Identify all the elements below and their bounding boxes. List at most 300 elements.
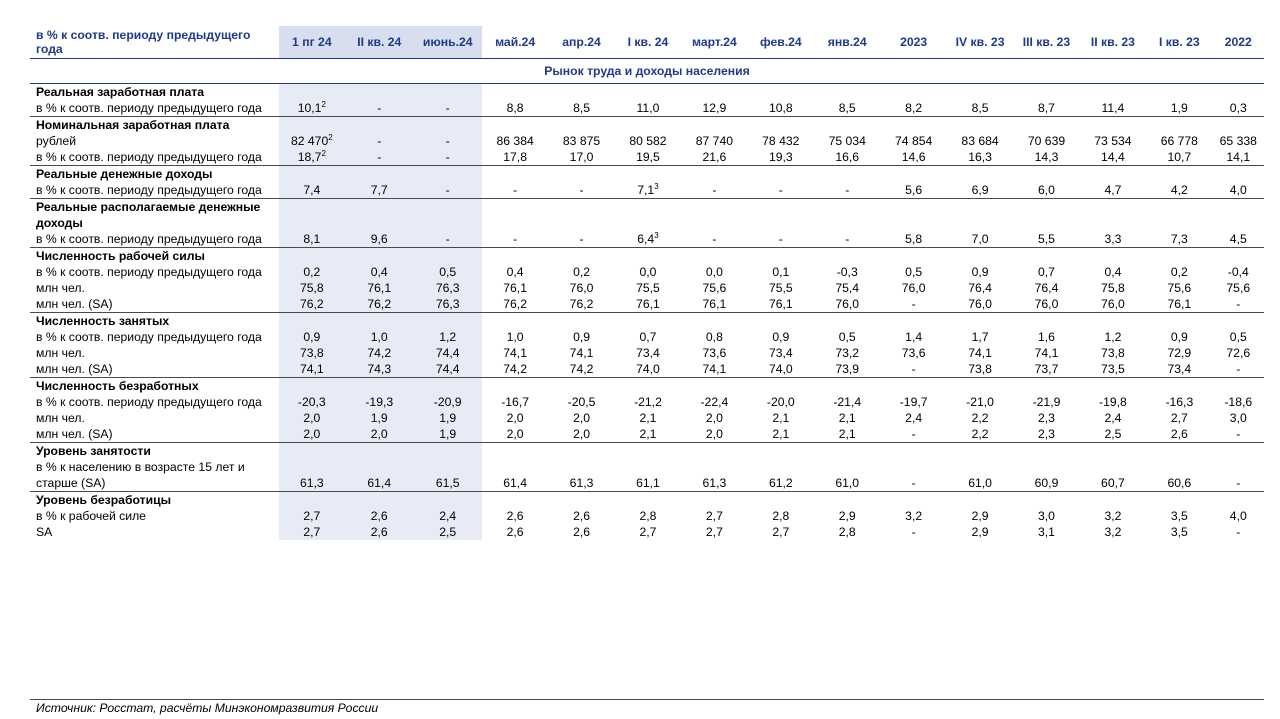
value-cell (748, 443, 814, 460)
cell-value: 73,6 (901, 346, 926, 360)
cell-value: 16,3 (968, 150, 992, 164)
cell-value: 2,7 (705, 509, 723, 523)
value-cell (1013, 248, 1079, 265)
cell-value: 76,4 (968, 281, 992, 295)
row-label: в % к соотв. периоду предыдущего года (36, 183, 262, 197)
value-cell (615, 443, 681, 460)
cell-value: 4,0 (1229, 509, 1247, 523)
cell-value: - (911, 297, 916, 311)
value-cell (615, 508, 681, 524)
cell-value: 0,5 (1229, 330, 1247, 344)
value-cell (1013, 378, 1079, 395)
table-bottom-rule (30, 699, 1264, 700)
value-cell (880, 313, 946, 330)
value-cell (947, 410, 1013, 426)
value-cell (548, 199, 614, 232)
cell-value: 75,6 (1167, 281, 1192, 295)
value-cell (947, 329, 1013, 345)
cell-value: - (445, 101, 450, 115)
value-cell (814, 313, 880, 330)
value-cell (548, 264, 614, 280)
value-cell (748, 199, 814, 232)
value-cell (947, 459, 1013, 492)
cell-value: 0,9 (772, 330, 790, 344)
value-cell (548, 345, 614, 361)
value-cell (1080, 410, 1146, 426)
value-cell (947, 199, 1013, 232)
value-cell (880, 248, 946, 265)
cell-value: 73,7 (1034, 362, 1059, 376)
cell-value: 76,0 (1034, 297, 1059, 311)
group-label: Реальные располагаемые денежные доходы (30, 199, 279, 232)
value-cell (681, 264, 747, 280)
row-label: млн чел. (SA) (36, 362, 113, 376)
value-cell (880, 426, 946, 443)
cell-value: 0,5 (905, 265, 923, 279)
value-cell (548, 280, 614, 296)
value-cell (748, 459, 814, 492)
value-cell (1013, 394, 1079, 410)
value-cell (279, 133, 345, 149)
group-header-row (30, 166, 1264, 183)
value-cell (548, 329, 614, 345)
value-cell (548, 133, 614, 149)
value-cell (615, 329, 681, 345)
cell-value: - (778, 232, 783, 246)
value-cell (748, 345, 814, 361)
row-label: млн чел. (SA) (36, 297, 113, 311)
value-cell (1080, 378, 1146, 395)
cell-value: -20,5 (567, 395, 596, 409)
value-cell (345, 313, 413, 330)
value-cell (681, 296, 747, 313)
value-cell (482, 508, 548, 524)
value-cell (548, 459, 614, 492)
cell-value: 75,8 (299, 281, 324, 295)
value-cell (1013, 264, 1079, 280)
value-cell (1080, 508, 1146, 524)
value-cell (279, 508, 345, 524)
value-cell (880, 296, 946, 313)
column-header: июнь.24 (413, 26, 481, 59)
cell-value: 7,1 (637, 183, 655, 197)
value-cell (681, 329, 747, 345)
value-cell (880, 508, 946, 524)
value-cell (548, 426, 614, 443)
cell-value: 80 582 (629, 134, 667, 148)
value-cell (615, 117, 681, 134)
value-cell (279, 166, 345, 183)
value-cell (279, 410, 345, 426)
value-cell (1013, 410, 1079, 426)
value-cell (482, 524, 548, 540)
table-row (30, 459, 1264, 492)
value-cell (947, 280, 1013, 296)
value-cell (1013, 296, 1079, 313)
cell-value: 73,4 (636, 346, 660, 360)
cell-value: 76,0 (835, 297, 860, 311)
cell-value: -21,4 (833, 395, 862, 409)
value-cell (413, 149, 481, 166)
value-cell (880, 231, 946, 248)
value-cell (1213, 264, 1264, 280)
cell-value: 3,5 (1170, 525, 1188, 539)
value-cell (413, 426, 481, 443)
value-cell (615, 361, 681, 378)
cell-value: 2,6 (370, 525, 388, 539)
group-header-row (30, 199, 1264, 232)
cell-value: 2,9 (971, 525, 989, 539)
cell-value: 0,5 (439, 265, 457, 279)
footnote-mark: 2 (328, 133, 333, 142)
value-cell (1213, 329, 1264, 345)
value-cell (814, 524, 880, 540)
value-cell (1146, 280, 1212, 296)
cell-value: 6,0 (1038, 183, 1055, 197)
cell-value: 7,3 (1170, 232, 1188, 246)
cell-value: 76,1 (768, 297, 793, 311)
cell-value: 74,4 (435, 346, 460, 360)
table-row (30, 361, 1264, 378)
cell-value: 76,4 (1034, 281, 1059, 295)
cell-value: 10,1 (297, 101, 322, 115)
cell-value: 19,3 (768, 150, 793, 164)
cell-value: - (377, 134, 382, 148)
cell-value: - (911, 525, 916, 539)
cell-value: - (911, 476, 916, 490)
cell-value: 0,1 (772, 265, 790, 279)
cell-value: 74,1 (503, 346, 527, 360)
table-row (30, 231, 1264, 248)
cell-value: 0,2 (303, 265, 321, 279)
table-row (30, 329, 1264, 345)
value-cell (1213, 248, 1264, 265)
cell-value: 2,0 (506, 411, 524, 425)
cell-value: -0,4 (1227, 265, 1249, 279)
value-cell (413, 443, 481, 460)
value-cell (413, 100, 481, 117)
value-cell (279, 117, 345, 134)
header-label: в % к соотв. периоду предыдущего года (30, 26, 279, 59)
value-cell (615, 231, 681, 248)
value-cell (947, 182, 1013, 199)
cell-value: 0,5 (838, 330, 856, 344)
value-cell (748, 492, 814, 509)
cell-value: -19,3 (365, 395, 394, 409)
value-cell (814, 231, 880, 248)
value-cell (681, 280, 747, 296)
column-header: янв.24 (814, 26, 880, 59)
value-cell (615, 492, 681, 509)
cell-value: 7,0 (971, 232, 989, 246)
cell-value: 86 384 (496, 134, 534, 148)
cell-value: -16,3 (1165, 395, 1194, 409)
value-cell (345, 459, 413, 492)
table-row (30, 345, 1264, 361)
value-cell (880, 492, 946, 509)
cell-value: 0,9 (971, 265, 989, 279)
value-cell (814, 459, 880, 492)
cell-value: 74 854 (895, 134, 933, 148)
value-cell (814, 329, 880, 345)
group-header-row (30, 248, 1264, 265)
cell-value: 72,6 (1226, 346, 1251, 360)
cell-value: 5,6 (905, 183, 923, 197)
cell-value: - (1236, 476, 1241, 490)
value-cell (413, 133, 481, 149)
value-cell (345, 100, 413, 117)
cell-value: 1,0 (370, 330, 388, 344)
cell-value: 75,6 (702, 281, 727, 295)
value-cell (748, 378, 814, 395)
value-cell (279, 378, 345, 395)
cell-value: -16,7 (501, 395, 529, 409)
value-cell (413, 199, 481, 232)
table-row (30, 182, 1264, 199)
cell-value: 73,4 (768, 346, 793, 360)
value-cell (482, 394, 548, 410)
value-cell (880, 410, 946, 426)
cell-value: 73,6 (702, 346, 727, 360)
cell-value: 6,4 (637, 232, 655, 246)
value-cell (279, 149, 345, 166)
value-cell (482, 410, 548, 426)
value-cell (1146, 329, 1212, 345)
value-cell (1146, 100, 1212, 117)
value-cell (482, 280, 548, 296)
column-header: май.24 (482, 26, 548, 59)
value-cell (947, 231, 1013, 248)
value-cell (1013, 345, 1079, 361)
value-cell (947, 378, 1013, 395)
value-cell (482, 459, 548, 492)
value-cell (814, 296, 880, 313)
cell-value: 74,1 (968, 346, 992, 360)
value-cell (748, 100, 814, 117)
cell-value: 61,4 (367, 476, 392, 490)
cell-value: 4,2 (1170, 183, 1188, 197)
value-cell (1146, 264, 1212, 280)
value-cell (814, 508, 880, 524)
value-cell (1146, 296, 1212, 313)
value-cell (345, 329, 413, 345)
cell-value: 76,0 (901, 281, 926, 295)
cell-value: 2,7 (1170, 411, 1188, 425)
cell-value: - (579, 232, 584, 246)
value-cell (1080, 443, 1146, 460)
column-header: 1 пг 24 (279, 26, 345, 59)
table-row (30, 426, 1264, 443)
value-cell (1213, 378, 1264, 395)
row-label: млн чел. (36, 281, 85, 295)
cell-value: 3,2 (1104, 525, 1122, 539)
value-cell (681, 199, 747, 232)
section-row (30, 59, 1264, 84)
cell-value: 0,8 (705, 330, 723, 344)
table-row (30, 149, 1264, 166)
cell-value: 6,9 (971, 183, 989, 197)
value-cell (880, 84, 946, 101)
value-cell (1013, 100, 1079, 117)
cell-value: 61,5 (435, 476, 460, 490)
cell-value: 1,6 (1038, 330, 1055, 344)
cell-value: - (513, 183, 518, 197)
group-label: Численность безработных (30, 378, 279, 395)
group-label: Численность занятых (30, 313, 279, 330)
value-cell (681, 508, 747, 524)
group-header-row (30, 117, 1264, 134)
cell-value: 60,6 (1167, 476, 1192, 490)
value-cell (482, 149, 548, 166)
row-label: в % к соотв. периоду предыдущего года (36, 330, 262, 344)
cell-value: 72,9 (1167, 346, 1192, 360)
value-cell (279, 394, 345, 410)
cell-value: 2,0 (705, 411, 723, 425)
value-cell (413, 508, 481, 524)
cell-value: 7,4 (303, 183, 321, 197)
value-cell (482, 361, 548, 378)
value-cell (681, 313, 747, 330)
cell-value: 0,9 (1170, 330, 1188, 344)
row-label: в % к соотв. периоду предыдущего года (36, 395, 262, 409)
value-cell (1146, 182, 1212, 199)
cell-value: 2,4 (905, 411, 923, 425)
value-cell (413, 166, 481, 183)
cell-value: 2,0 (370, 427, 388, 441)
cell-value: 2,0 (573, 427, 591, 441)
cell-value: 5,5 (1038, 232, 1055, 246)
value-cell (1080, 84, 1146, 101)
cell-value: -21,9 (1032, 395, 1061, 409)
cell-value: 14,6 (901, 150, 926, 164)
cell-value: - (712, 232, 717, 246)
cell-value: - (445, 232, 450, 246)
cell-value: 76,3 (435, 281, 460, 295)
section-title: Рынок труда и доходы населения (30, 59, 1264, 84)
value-cell (548, 231, 614, 248)
value-cell (482, 443, 548, 460)
cell-value: 8,5 (573, 101, 591, 115)
table-row (30, 410, 1264, 426)
cell-value: 2,1 (838, 411, 856, 425)
cell-value: 2,6 (573, 525, 591, 539)
value-cell (482, 199, 548, 232)
value-cell (1213, 410, 1264, 426)
cell-value: 0,9 (573, 330, 591, 344)
value-cell (482, 166, 548, 183)
value-cell (1080, 117, 1146, 134)
value-cell (1013, 149, 1079, 166)
value-cell (413, 264, 481, 280)
value-cell (279, 264, 345, 280)
value-cell (345, 378, 413, 395)
value-cell (413, 459, 481, 492)
value-cell (681, 133, 747, 149)
cell-value: 73,9 (835, 362, 860, 376)
cell-value: 0,2 (1170, 265, 1188, 279)
value-cell (748, 329, 814, 345)
value-cell (814, 133, 880, 149)
column-header: апр.24 (548, 26, 614, 59)
cell-value: 61,3 (569, 476, 594, 490)
cell-value: -18,6 (1224, 395, 1253, 409)
cell-value: 3,3 (1104, 232, 1122, 246)
cell-value: 74,2 (367, 346, 392, 360)
cell-value: 2,4 (439, 509, 457, 523)
cell-value: 2,0 (705, 427, 723, 441)
value-cell (748, 84, 814, 101)
column-header: фев.24 (748, 26, 814, 59)
cell-value: 14,3 (1034, 150, 1059, 164)
cell-value: 61,3 (299, 476, 324, 490)
cell-value: 74,4 (435, 362, 460, 376)
cell-value: 3,2 (905, 509, 923, 523)
cell-value: 60,9 (1034, 476, 1059, 490)
cell-value: 2,0 (506, 427, 524, 441)
cell-value: 74,0 (636, 362, 660, 376)
cell-value: 73,8 (299, 346, 324, 360)
value-cell (1013, 426, 1079, 443)
value-cell (1013, 492, 1079, 509)
cell-value: -19,8 (1099, 395, 1127, 409)
cell-value: 2,9 (838, 509, 856, 523)
value-cell (947, 166, 1013, 183)
value-cell (681, 166, 747, 183)
footnote-mark: 2 (321, 149, 326, 158)
cell-value: 2,1 (838, 427, 856, 441)
cell-value: 2,5 (439, 525, 457, 539)
value-cell (947, 524, 1013, 540)
value-cell (279, 182, 345, 199)
cell-value: - (911, 427, 916, 441)
cell-value: 1,9 (439, 411, 457, 425)
value-cell (413, 231, 481, 248)
value-cell (681, 84, 747, 101)
value-cell (345, 280, 413, 296)
cell-value: 61,4 (503, 476, 527, 490)
value-cell (482, 248, 548, 265)
value-cell (279, 199, 345, 232)
value-cell (1080, 149, 1146, 166)
value-cell (413, 313, 481, 330)
value-cell (1213, 117, 1264, 134)
group-label: Уровень безработицы (30, 492, 279, 509)
value-cell (279, 524, 345, 540)
cell-value: 21,6 (702, 150, 727, 164)
cell-value: -19,7 (899, 395, 928, 409)
value-cell (482, 117, 548, 134)
value-cell (279, 248, 345, 265)
value-cell (482, 296, 548, 313)
cell-value: 2,7 (639, 525, 657, 539)
value-cell (413, 410, 481, 426)
cell-value: - (845, 232, 850, 246)
cell-value: 0,9 (303, 330, 321, 344)
cell-value: - (712, 183, 717, 197)
cell-value: 76,1 (503, 281, 527, 295)
cell-value: 9,6 (370, 232, 388, 246)
cell-value: 2,7 (772, 525, 790, 539)
cell-value: 0,4 (370, 265, 388, 279)
value-cell (482, 329, 548, 345)
value-cell (413, 361, 481, 378)
value-cell (615, 459, 681, 492)
value-cell (1013, 117, 1079, 134)
value-cell (413, 345, 481, 361)
value-cell (1080, 492, 1146, 509)
group-header-row (30, 84, 1264, 101)
value-cell (548, 410, 614, 426)
